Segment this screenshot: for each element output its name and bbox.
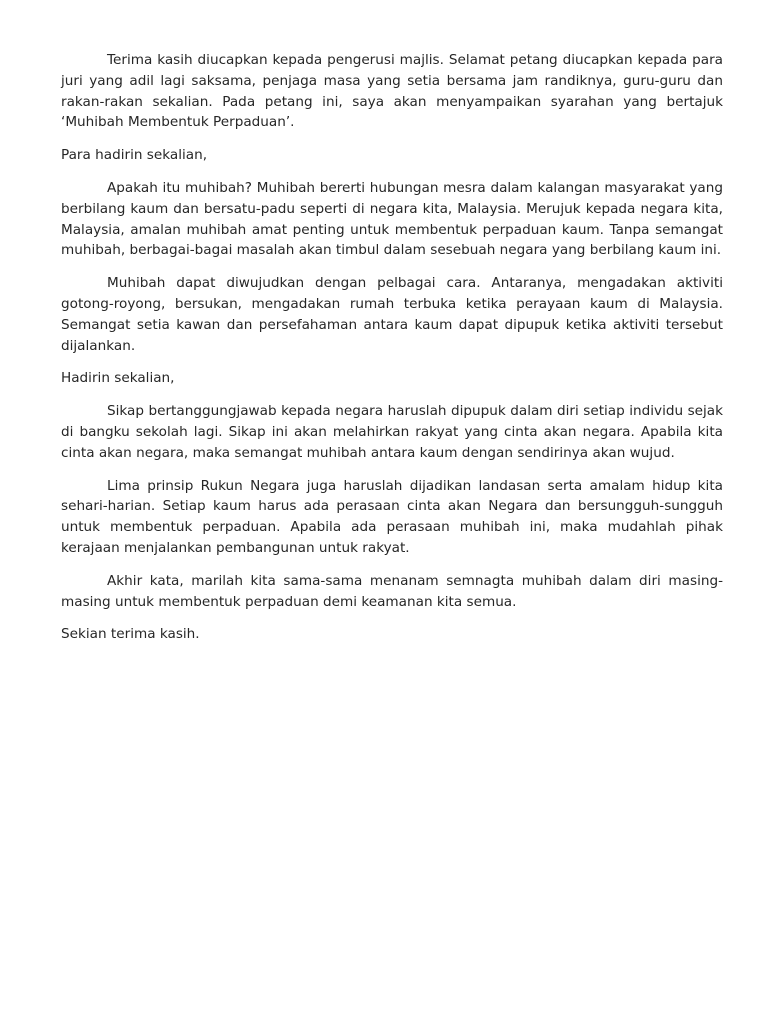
sign-off: Sekian terima kasih. xyxy=(61,626,200,643)
paragraph-opening: Terima kasih diucapkan kepada pengerusi majlis. Selamat petang diucapkan kepada para juri yang adil lagi saksama, penjaga masa yang setia bersama jam randiknya, guru-guru dan rakan-rakan sekalian. Pada petang ini, saya akan menyampaikan syarahan yang bertajuk ‘Muhibah Membentuk Perpaduan’. xyxy=(61,52,723,131)
paragraph-rukun-negara: Lima prinsip Rukun Negara juga haruslah dijadikan landasan serta amalam hidup kita sehari-harian. Setiap kaum harus ada perasaan cinta akan Negara dan bersungguh-sungguh untuk membentuk perpaduan. Apabila ada perasaan muhibah ini, maka mudahlah pihak kerajaan menjalankan pembangunan untuk rakyat. xyxy=(61,477,723,556)
salutation-para-hadirin: Para hadirin sekalian, xyxy=(61,147,208,164)
document-page xyxy=(61,50,723,657)
paragraph-responsibility: Sikap bertanggungjawab kepada negara haruslah dipupuk dalam diri setiap individu sejak di bangku sekolah lagi. Sikap ini akan melahirkan rakyat yang cinta akan negara. Apabila kita cinta akan negara, maka semangat muhibah antara kaum dengan sendirinya akan wujud. xyxy=(61,403,723,461)
paragraph-ways: Muhibah dapat diwujudkan dengan pelbagai cara. Antaranya, mengadakan aktiviti gotong-royong, bersukan, mengadakan rumah terbuka ketika perayaan kaum di Malaysia. Semangat setia kawan dan persefahaman antara kaum dapat dipupuk ketika aktiviti tersebut dijalankan. xyxy=(61,275,723,354)
paragraph-definition: Apakah itu muhibah? Muhibah bererti hubungan mesra dalam kalangan masyarakat yang berbilang kaum dan bersatu-padu seperti di negara kita, Malaysia. Merujuk kepada negara kita, Malaysia, amalan muhibah amat penting untuk membentuk perpaduan kaum. Tanpa semangat muhibah, berbagai-bagai masalah akan timbul dalam sesebuah negara yang berbilang kaum ini. xyxy=(61,179,723,259)
salutation-hadirin: Hadirin sekalian, xyxy=(61,370,175,387)
paragraph-closing: Akhir kata, marilah kita sama-sama menanam semnagta muhibah dalam diri masing-masing untuk membentuk perpaduan demi keamanan kita semua. xyxy=(61,572,723,610)
